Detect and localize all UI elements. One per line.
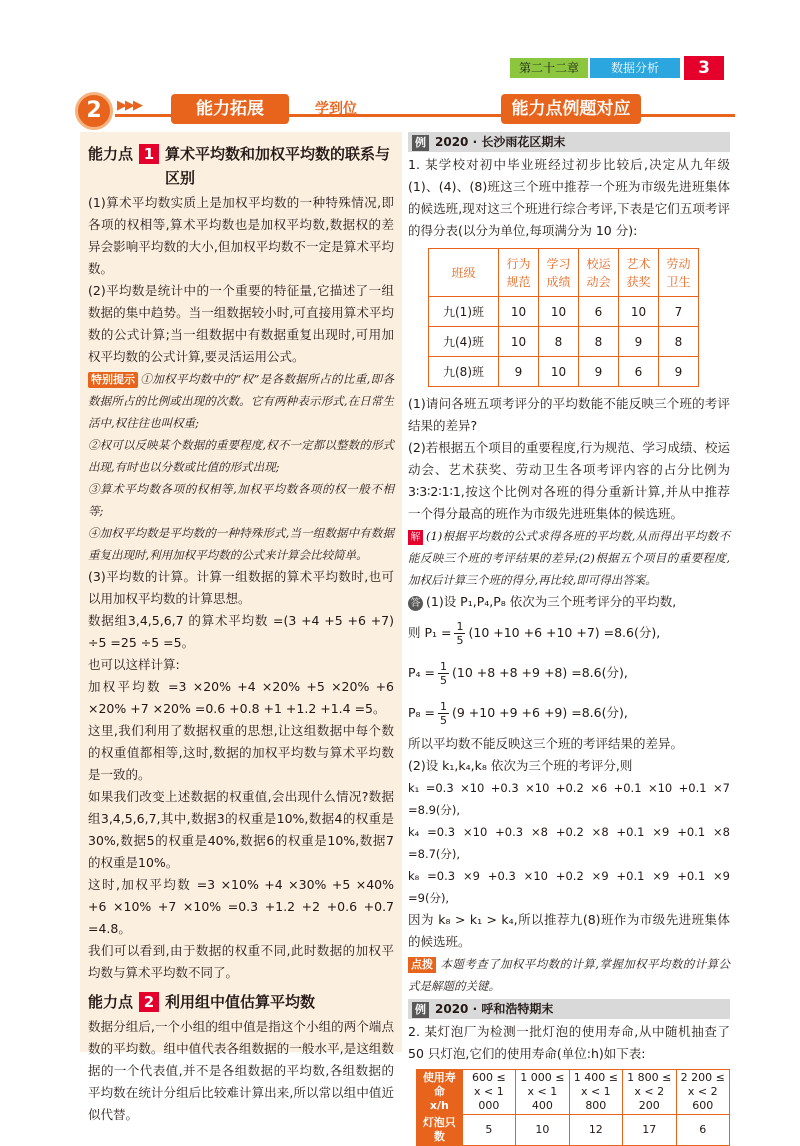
- table-row: [429, 297, 699, 327]
- table-header: 劳动卫生: [659, 249, 699, 297]
- paragraph: 加权平均数 =3 ×20% +4 ×20% +5 ×20% +6 ×20% +7 ×20% =0.6 +0.8 +1 +1.2 +1.4 =5。: [88, 679, 394, 716]
- fraction-denominator: 5: [456, 633, 464, 647]
- answer-formula: k₄ =0.3 ×10 +0.3 ×8 +0.2 ×8 +0.1 ×9 +0.1 ×8 =8.7(分),: [408, 825, 730, 861]
- table-cell: 10: [499, 327, 539, 357]
- answer-mark: 答: [408, 596, 423, 611]
- table-cell: 10: [516, 1115, 569, 1146]
- range-end: x < 2 600: [687, 1085, 718, 1112]
- paragraph: (2)平均数是统计中的一个重要的特征量,它描述了一组数据的集中趋势。当一组数据较小时,可直接用算术平均数的公式计算;当一组数据中有数据重复出现时,可用加权平均数的公式计算,要灵活运用公式。: [88, 283, 394, 364]
- answer-intro: [408, 591, 730, 613]
- table-cell: 10: [619, 297, 659, 327]
- lifespan-table: [416, 1069, 730, 1146]
- analysis-mark: 解: [408, 530, 423, 545]
- table-cell: [516, 1070, 569, 1115]
- ability-point-label: 能力点: [88, 145, 134, 163]
- formula-line: [408, 613, 730, 653]
- question-text: 1. 某学校对初中毕业班经过初步比较后,决定从九年级(1)、(4)、(8)班这三个班中推荐一个班为市级先进班集体的候选班,现对这三个班进行综合考评,下表是它们五项考评的得分表(以分为单位,每项满分为 10 分):: [408, 157, 730, 238]
- ability-point-heading: 算术平均数和加权平均数的联系与区别: [165, 145, 391, 187]
- table-cell: 九(8)班: [429, 357, 499, 387]
- range-end: x < 2 200: [634, 1085, 665, 1112]
- paragraph: 也可以这样计算:: [88, 657, 180, 672]
- tip-paragraph: ④加权平均数是平均数的一种特殊形式,当一组数据中有数据重复出现时,利用加权平均数的公式来计算会比较简单。: [88, 526, 394, 562]
- table-cell: 6: [619, 357, 659, 387]
- fraction-denominator: 5: [440, 713, 447, 727]
- formula-prefix: P₄ =: [408, 665, 435, 680]
- range-end: x < 1 800: [580, 1085, 611, 1112]
- arrows-icon: ▶▶▶: [117, 98, 141, 113]
- paragraph: 这里,我们利用了数据权重的思想,让这组数据中每个数的权重值都相等,这时,数据的加权平均数与算术平均数是一致的。: [88, 723, 394, 782]
- tip-text: ①加权平均数中的“权”是各数据所占的比重,即各数据所占的比例或出现的次数。它有两种表示形式,在日常生活中,权往往也叫权重;: [88, 372, 394, 430]
- table-cell: [569, 1070, 622, 1115]
- range-start: 1 000 ≤: [520, 1071, 565, 1084]
- question-part: (2)若根据五个项目的重要程度,行为规范、学习成绩、校运动会、艺术获奖、劳动卫生各项考评内容的占分比例为3∶3∶2∶1∶1,按这个比例对各班的得分重新计算,并从中推荐一个得分最高的班作为市级先进班集体的候选班。: [408, 440, 730, 521]
- analysis: [408, 525, 730, 591]
- table-cell: 九(1)班: [429, 297, 499, 327]
- table-row: [429, 357, 699, 387]
- table-cell: 9: [659, 357, 699, 387]
- formula-expression: (10 +8 +8 +9 +8) =8.6(分),: [452, 665, 628, 680]
- fraction-numerator: 1: [440, 699, 447, 713]
- fraction-numerator: 1: [440, 659, 447, 673]
- ability-point-1-title: [88, 142, 394, 190]
- tip-paragraph: ③算术平均数各项的权相等,加权平均数各项的权一般不相等;: [88, 482, 394, 518]
- ability-point-2-title: [88, 990, 394, 1014]
- question-part: (1)请问各班五项考评分的平均数能不能反映三个班的考评结果的差异?: [408, 396, 730, 433]
- table-header: 校运动会: [579, 249, 619, 297]
- table-header: 学习成绩: [539, 249, 579, 297]
- table-cell: 6: [676, 1115, 729, 1146]
- range-start: 1 400 ≤: [573, 1071, 618, 1084]
- formula-prefix: P₈ =: [408, 705, 435, 720]
- fraction: [438, 700, 449, 727]
- table-cell: [676, 1070, 729, 1115]
- question-text: 2. 某灯泡厂为检测一批灯泡的使用寿命,从中随机抽查了 50 只灯泡,它们的使用寿命(单位:h)如下表:: [408, 1024, 730, 1061]
- answer-text: 因为 k₈ > k₁ > k₄,所以推荐九(8)班作为市级先进班集体的候选班。: [408, 912, 730, 949]
- table-cell: 10: [539, 297, 579, 327]
- section-number: 2: [75, 92, 113, 130]
- formula-expression: (10 +10 +6 +10 +7) =8.6(分),: [468, 625, 661, 640]
- paragraph: (3)平均数的计算。计算一组数据的算术平均数时,也可以用加权平均数的计算思想。: [88, 569, 394, 606]
- range-start: 600 ≤: [472, 1071, 506, 1084]
- table-cell: 8: [659, 327, 699, 357]
- table-cell: 10: [499, 297, 539, 327]
- ability-point-number: 2: [139, 992, 159, 1012]
- analysis-text: (1)根据平均数的公式求得各班的平均数,从而得出平均数不能反映三个班的考评结果的差异;(2)根据五个项目的重要程度,加权后计算三个班的得分,再比较,即可得出答案。: [408, 529, 730, 587]
- scores-table: [428, 248, 699, 387]
- section-banner: [75, 92, 735, 128]
- section-subtitle: 学到位: [315, 101, 357, 117]
- answer-intro-text: (1)设 P₁,P₄,P₈ 依次为三个班考评分的平均数,: [426, 594, 677, 609]
- table-cell: 6: [579, 297, 619, 327]
- formula-line: [408, 653, 730, 693]
- formula-expression: (9 +10 +9 +6 +9) =8.6(分),: [452, 705, 628, 720]
- range-end: x < 1 000: [474, 1085, 504, 1112]
- answer-text: (2)设 k₁,k₄,k₈ 依次为三个班的考评分,则: [408, 758, 633, 773]
- hint-badge: 点拨: [408, 957, 436, 973]
- example-source: 2020 · 呼和浩特期末: [435, 1002, 554, 1016]
- ability-point-number: 1: [139, 144, 159, 164]
- answer-formula: k₈ =0.3 ×9 +0.3 ×10 +0.2 ×9 +0.1 ×9 +0.1 ×9 =9(分),: [408, 869, 730, 905]
- table-row: [417, 1070, 730, 1115]
- fraction: [438, 660, 449, 687]
- hint: [408, 953, 730, 997]
- table-cell: 12: [569, 1115, 622, 1146]
- table-cell: 10: [539, 357, 579, 387]
- example-badge: 例: [412, 135, 429, 151]
- section-title: 能力拓展: [171, 94, 289, 124]
- fraction: [454, 620, 465, 647]
- paragraph: 数据分组后,一个小组的组中值是指这个小组的两个端点数的平均数。组中值代表各组数据的一般水平,是这组数据的一个代表值,并不是各组数据的平均数,各组数据的平均数在统计分组后比较难计算出来,所以常以组中值近似代替。: [88, 1019, 394, 1122]
- paragraph: 数据组3,4,5,6,7 的算术平均数 =(3 +4 +5 +6 +7) ÷5 =25 ÷5 =5。: [88, 613, 394, 650]
- paragraph: 我们可以看到,由于数据的权重不同,此时数据的加权平均数与算术平均数不同了。: [88, 943, 394, 980]
- chapter-tag: 第二十二章: [510, 58, 588, 78]
- fraction-numerator: 1: [456, 619, 464, 633]
- fraction-denominator: 5: [440, 673, 447, 687]
- table-cell: 8: [579, 327, 619, 357]
- header-line: x/h: [429, 1099, 449, 1112]
- table-header: 班级: [429, 249, 499, 297]
- table-header: 灯泡只数: [417, 1115, 463, 1146]
- tip-badge: 特别提示: [88, 372, 138, 388]
- hint-text: 本题考查了加权平均数的计算,掌握加权平均数的计算公式是解题的关键。: [408, 957, 730, 993]
- answer-formula: k₁ =0.3 ×10 +0.3 ×10 +0.2 ×6 +0.1 ×10 +0.1 ×7 =8.9(分),: [408, 781, 730, 817]
- example-source: 2020 · 长沙雨花区期末: [435, 135, 566, 149]
- table-cell: 九(4)班: [429, 327, 499, 357]
- table-cell: 9: [619, 327, 659, 357]
- tip-paragraph: ②权可以反映某个数据的重要程度,权不一定都以整数的形式出现,有时也以分数或比值的形式出现;: [88, 438, 394, 474]
- page-number: 3: [684, 56, 724, 80]
- paragraph: 如果我们改变上述数据的权重值,会出现什么情况?数据组3,4,5,6,7,其中,数据3的权重是10%,数据4的权重是30%,数据5的权重是40%,数据6的权重是10%,数据7的权重是10%。: [88, 789, 394, 870]
- ability-point-heading: 利用组中值估算平均数: [165, 993, 316, 1011]
- range-start: 2 200 ≤: [680, 1071, 725, 1084]
- range-end: x < 1 400: [527, 1085, 558, 1112]
- table-cell: 9: [499, 357, 539, 387]
- table-cell: [623, 1070, 676, 1115]
- table-header-row: [429, 249, 699, 297]
- paragraph: 这时,加权平均数 =3 ×10% +4 ×30% +5 ×40% +6 ×10% +7 ×10% =0.3 +1.2 +2 +0.6 +0.7 =4.8。: [88, 877, 394, 936]
- formula-line: [408, 693, 730, 733]
- paragraph: (1)算术平均数实质上是加权平均数的一种特殊情况,即各项的权相等,算术平均数也是加权平均数,数据权的差异会影响平均数的大小,但加权平均数不一定是算术平均数。: [88, 195, 394, 276]
- table-cell: 5: [462, 1115, 515, 1146]
- answer-text: 所以平均数不能反映这三个班的考评结果的差异。: [408, 736, 684, 751]
- table-header: [417, 1070, 463, 1115]
- examples-column: [408, 132, 730, 1143]
- table-row: [417, 1115, 730, 1146]
- range-start: 1 800 ≤: [627, 1071, 672, 1084]
- topic-tag: 数据分析: [590, 58, 680, 78]
- table-row: [429, 327, 699, 357]
- table-header: 艺术获奖: [619, 249, 659, 297]
- table-cell: 17: [623, 1115, 676, 1146]
- ability-points-column: [80, 132, 402, 1122]
- ability-point-label: 能力点: [88, 993, 134, 1011]
- example-badge: 例: [412, 1002, 429, 1018]
- header-line: 使用寿命: [422, 1071, 456, 1098]
- tip-paragraph: [88, 368, 394, 434]
- table-header: 行为规范: [499, 249, 539, 297]
- formula-prefix: 则 P₁ =: [408, 625, 452, 640]
- table-cell: 7: [659, 297, 699, 327]
- table-cell: 9: [579, 357, 619, 387]
- page-header: [0, 0, 800, 90]
- examples-title: 能力点例题对应: [501, 94, 641, 124]
- table-cell: 8: [539, 327, 579, 357]
- table-cell: [462, 1070, 515, 1115]
- example-1-header: [408, 132, 730, 152]
- example-2-header: [408, 999, 730, 1019]
